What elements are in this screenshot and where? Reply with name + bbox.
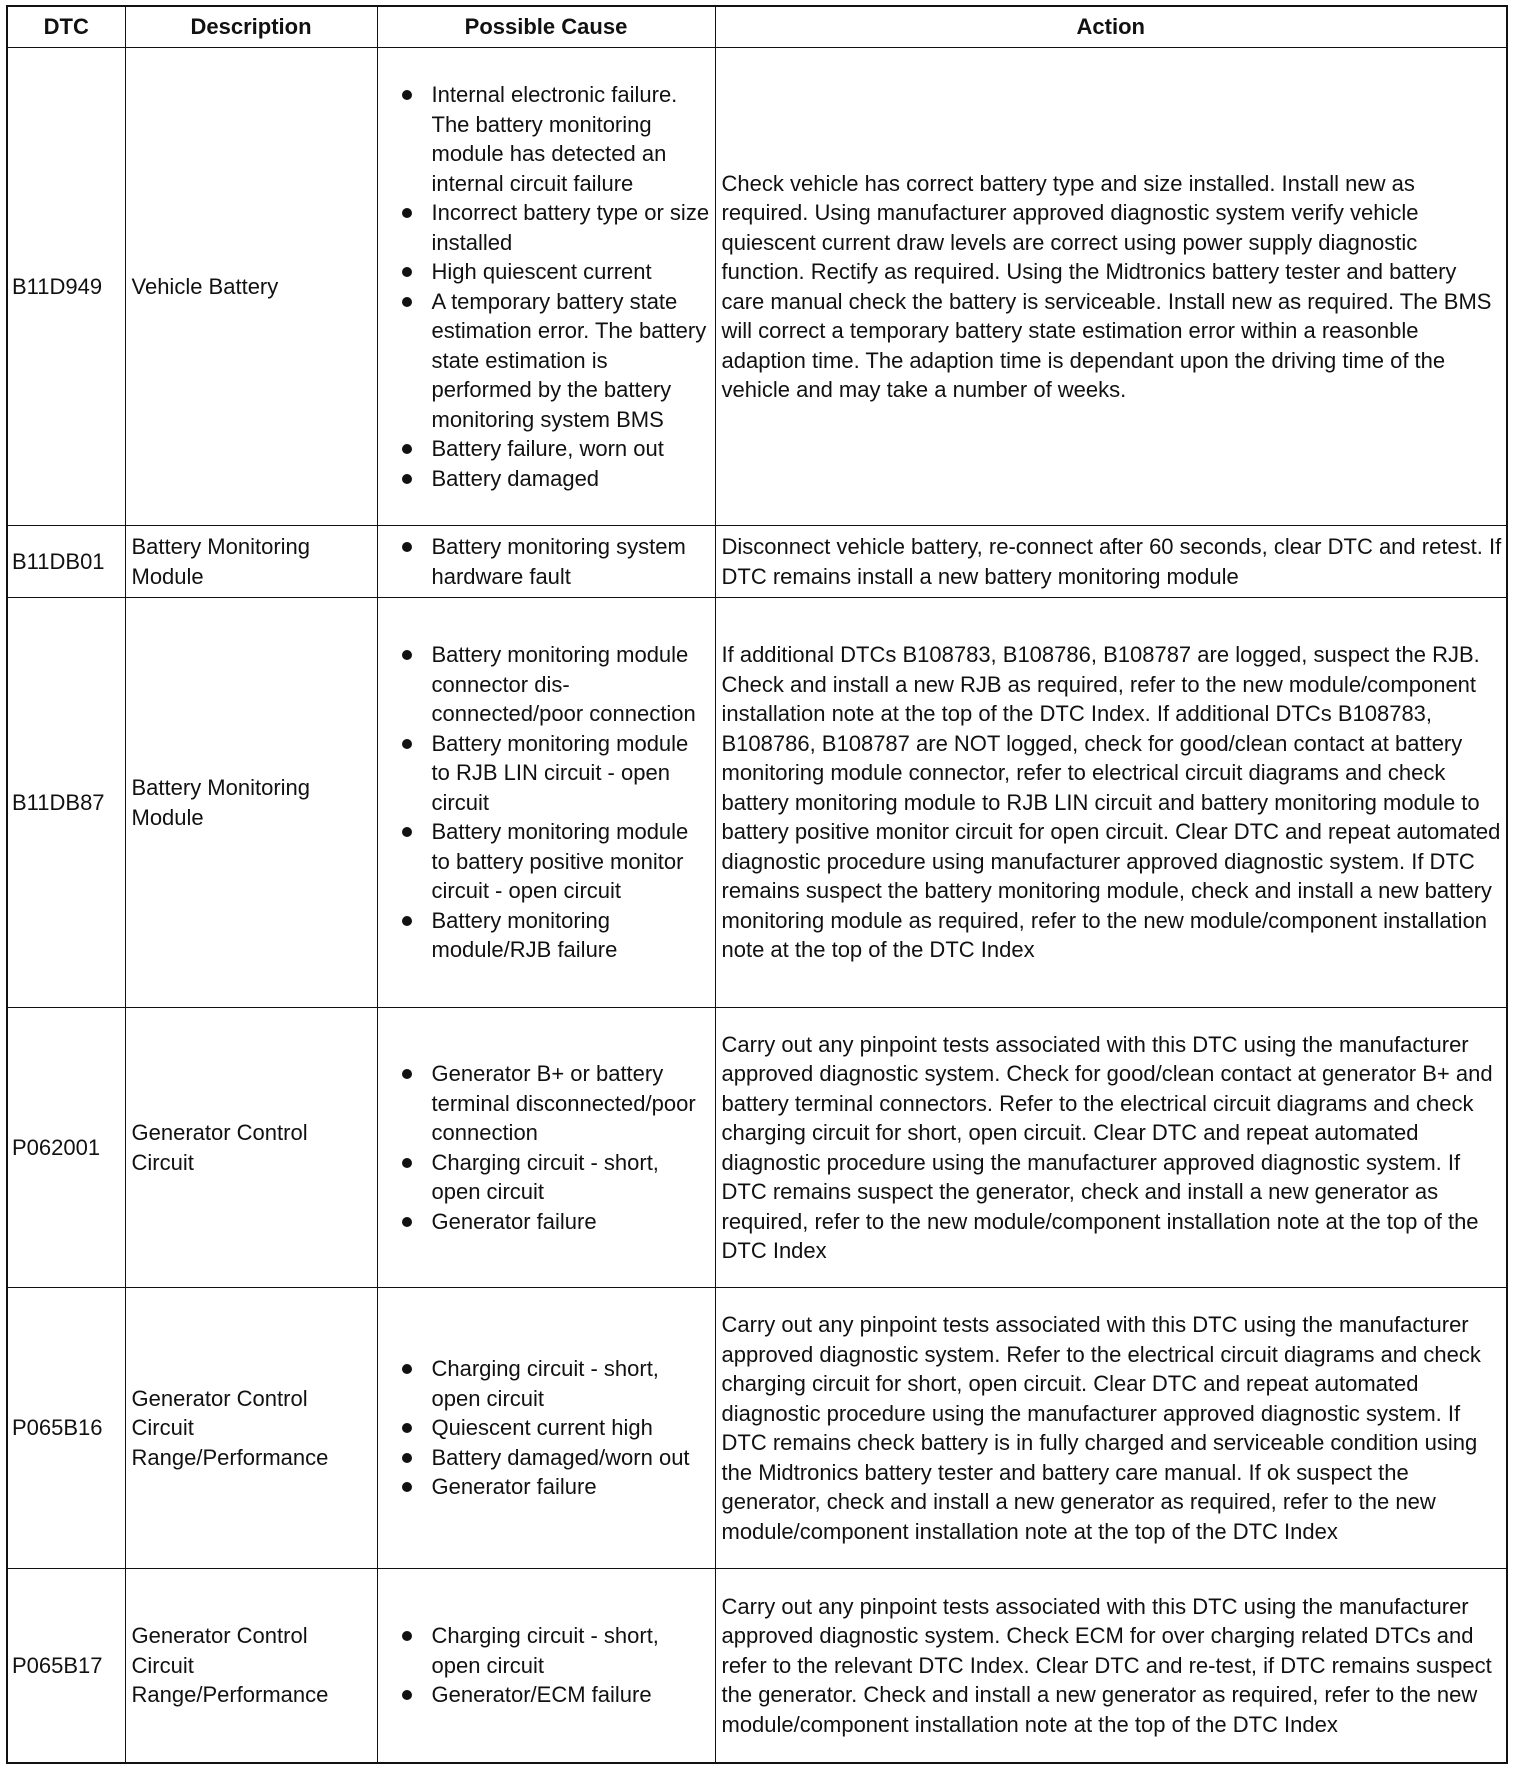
action-text: Disconnect vehicle battery, re-connect after 60 seconds, clear DTC and retest. If DTC remains install a new battery monitoring module [715, 526, 1507, 598]
dtc-code: B11D949 [7, 48, 125, 526]
header-dtc: DTC [7, 6, 125, 48]
dtc-description: Generator Control Circuit Range/Performance [125, 1288, 377, 1569]
cause-item: Battery damaged/worn out [398, 1443, 711, 1473]
cause-item: A temporary battery state estimation error. The battery state estimation is performed by the battery monitoring system BMS [398, 287, 711, 435]
possible-cause-list [398, 532, 711, 591]
table-row [7, 48, 1507, 526]
dtc-code: P065B17 [7, 1569, 125, 1763]
cause-item: Battery monitoring system hardware fault [398, 532, 711, 591]
possible-cause-cell [377, 598, 715, 1008]
cause-item: Quiescent current high [398, 1413, 711, 1443]
dtc-description: Battery Monitoring Module [125, 526, 377, 598]
table-row [7, 598, 1507, 1008]
possible-cause-list [398, 1059, 711, 1236]
cause-item: Generator B+ or battery terminal disconnected/poor connection [398, 1059, 711, 1148]
header-possible-cause: Possible Cause [377, 6, 715, 48]
action-text: Carry out any pinpoint tests associated with this DTC using the manufacturer approved diagnostic system. Check for good/clean contact at generator B+ and battery terminal connectors. Refer to the electrical circuit diagrams and check charging circuit for short, open circuit. Clear DTC and repeat automated diagnostic procedure using the manufacturer approved diagnostic system. If DTC remains suspect the generator, check and install a new generator as required, refer to the new module/component installation note at the top of the DTC Index [715, 1008, 1507, 1288]
action-text: Check vehicle has correct battery type and size installed. Install new as required. Using manufacturer approved diagnostic system verify vehicle quiescent current draw levels are correct using power supply diagnostic function. Rectify as required. Using the Midtronics battery tester and battery care manual check the battery is serviceable. Install new as required. The BMS will correct a temporary battery state estimation error within a reasonble adaption time. The adaption time is dependant upon the driving time of the vehicle and may take a number of weeks. [715, 48, 1507, 526]
header-description: Description [125, 6, 377, 48]
cause-item: Battery monitoring module/RJB failure [398, 906, 711, 965]
possible-cause-list [398, 1354, 711, 1502]
dtc-table [6, 5, 1508, 1764]
table-row [7, 1288, 1507, 1569]
dtc-code: P065B16 [7, 1288, 125, 1569]
cause-item: Generator failure [398, 1472, 711, 1502]
dtc-code: B11DB87 [7, 598, 125, 1008]
dtc-code: P062001 [7, 1008, 125, 1288]
cause-item: Battery monitoring module to battery positive monitor circuit - open circuit [398, 817, 711, 906]
cause-item: Generator/ECM failure [398, 1680, 711, 1710]
action-text: Carry out any pinpoint tests associated with this DTC using the manufacturer approved diagnostic system. Check ECM for over charging related DTCs and refer to the relevant DTC Index. Clear DTC and re-test, if DTC remains suspect the generator. Check and install a new generator as required, refer to the new module/component installation note at the top of the DTC Index [715, 1569, 1507, 1763]
dtc-description: Vehicle Battery [125, 48, 377, 526]
possible-cause-list [398, 1621, 711, 1710]
header-row [7, 6, 1507, 48]
cause-item: Battery monitoring module to RJB LIN circuit - open circuit [398, 729, 711, 818]
possible-cause-cell [377, 526, 715, 598]
cause-item: Charging circuit - short, open circuit [398, 1621, 711, 1680]
cause-item: Charging circuit - short, open circuit [398, 1354, 711, 1413]
action-text: If additional DTCs B108783, B108786, B108787 are logged, suspect the RJB. Check and install a new RJB as required, refer to the new module/component installation note at the top of the DTC Index. If additional DTCs B108783, B108786, B108787 are NOT logged, check for good/clean contact at battery monitoring module connector, refer to electrical circuit diagrams and check battery monitoring module to RJB LIN circuit and battery monitoring module to battery positive monitor circuit for open circuit. Clear DTC and repeat automated diagnostic procedure using manufacturer approved diagnostic system. If DTC remains suspect the battery monitoring module, check and install a new battery monitoring module as required, refer to the new module/component installation note at the top of the DTC Index [715, 598, 1507, 1008]
possible-cause-cell [377, 1008, 715, 1288]
cause-item: Internal electronic failure. The battery monitoring module has detected an internal circuit failure [398, 80, 711, 198]
dtc-description: Generator Control Circuit Range/Performance [125, 1569, 377, 1763]
cause-item: Incorrect battery type or size installed [398, 198, 711, 257]
possible-cause-list [398, 640, 711, 965]
header-action: Action [715, 6, 1507, 48]
possible-cause-cell [377, 1288, 715, 1569]
possible-cause-cell [377, 1569, 715, 1763]
action-text: Carry out any pinpoint tests associated with this DTC using the manufacturer approved diagnostic system. Refer to the electrical circuit diagrams and check charging circuit for short, open circuit. Clear DTC and repeat automated diagnostic procedure using the manufacturer approved diagnostic system. If DTC remains check battery is in fully charged and serviceable condition using the Midtronics battery tester and battery care manual. If ok suspect the generator, check and install a new generator as required, refer to the new module/component installation note at the top of the DTC Index [715, 1288, 1507, 1569]
cause-item: Battery monitoring module connector dis-connected/poor connection [398, 640, 711, 729]
cause-item: Generator failure [398, 1207, 711, 1237]
cause-item: Battery damaged [398, 464, 711, 494]
possible-cause-cell [377, 48, 715, 526]
table-row [7, 1008, 1507, 1288]
dtc-description: Battery Monitoring Module [125, 598, 377, 1008]
cause-item: High quiescent current [398, 257, 711, 287]
cause-item: Charging circuit - short, open circuit [398, 1148, 711, 1207]
cause-item: Battery failure, worn out [398, 434, 711, 464]
table-row [7, 1569, 1507, 1763]
dtc-description: Generator Control Circuit [125, 1008, 377, 1288]
table-row [7, 526, 1507, 598]
dtc-code: B11DB01 [7, 526, 125, 598]
possible-cause-list [398, 80, 711, 493]
